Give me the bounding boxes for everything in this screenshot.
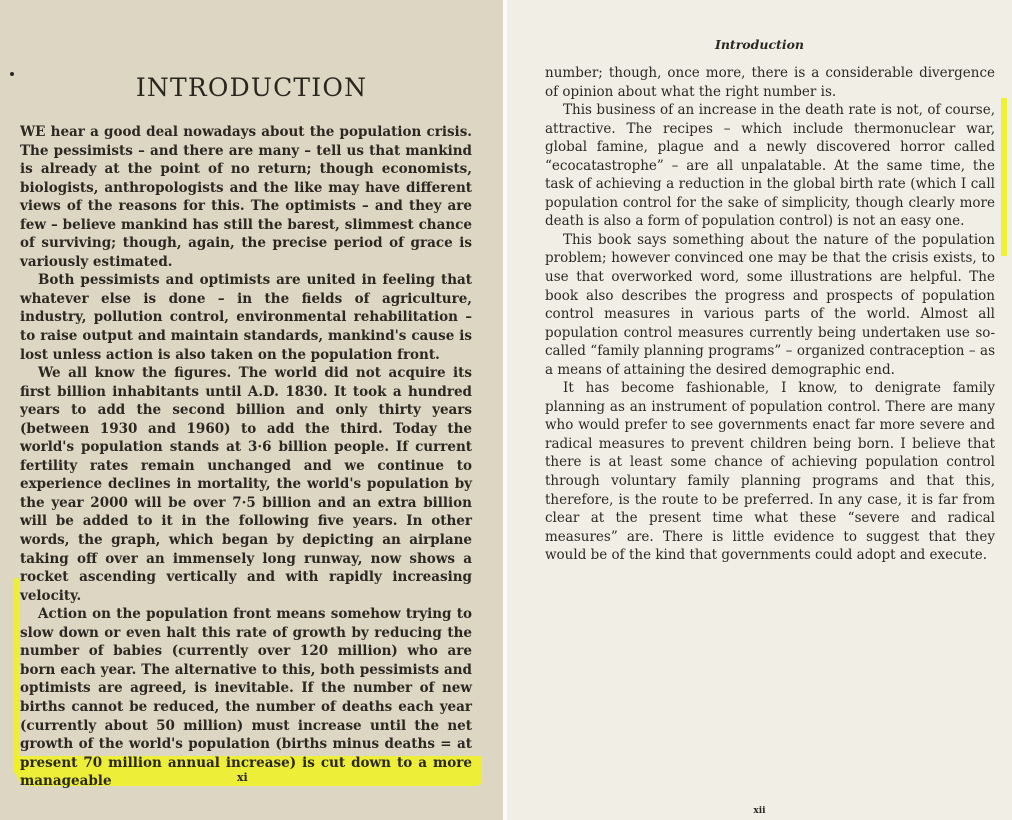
running-head: Introduction — [714, 37, 805, 52]
paragraph: number; though, once more, there is a considerable divergence of opinion about what the right number is. — [545, 65, 995, 100]
right-page — [507, 0, 1012, 820]
paragraph: This book says something about the nature of the population problem; however convinced one may be that the crisis exists, to use that overworked word, some illustrations are helpful. The book also describes the progress and prospects of population control measures in various parts of the world. Almost all population control measures currently being undertaken use so-called “family planning programs” – organized contraception – as a means of attaining the desired demographic end. — [545, 231, 995, 378]
paragraph: Both pessimists and optimists are united in feeling that whatever else is done – in the fields of agriculture, industry, pollution control, environmental rehabilitation – to raise output and maintain standards, mankind's cause is lost unless action is also taken on the population front. — [20, 272, 472, 363]
paragraph: Action on the population front means somehow trying to slow down or even halt this rate of growth by reducing the number of babies (currently over 120 million) who are born each year. The alternative to this, both pessimists and optimists are agreed, is inevitable. If the number of new births cannot be reduced, the number of deaths each year (currently about 50 million) must increase until the net growth of the world's population (births minus deaths = at present 70 million annual increase) is cut down to a more manageable — [20, 606, 472, 790]
page-number: xi — [237, 771, 248, 784]
chapter-title: INTRODUCTION — [135, 72, 368, 102]
left-page — [0, 0, 503, 820]
paragraph: WE hear a good deal nowadays about the population crisis. The pessimists – and there are many – tell us that mankind is already at the point of no return; though economists, biologists, anthropologists and the like may have different views of the reasons for this. The optimists – and they are few – believe mankind has still the barest, slimmest chance of surviving; though, again, the precise period of grace is variously estimated. — [20, 124, 472, 270]
paragraph: It has become fashionable, I know, to denigrate family planning as an instrument of population control. There are many who would prefer to see governments enact far more severe and radical measures to prevent children being born. I believe that there is at least some chance of achieving population control through voluntary family planning programs and that this, therefore, is the route to be preferred. In any case, it is far from clear at the present time what these “severe and radical measures” are. There is little evidence to suggest that they would be of the kind that governments could adopt and execute. — [545, 380, 995, 564]
right-text-column — [545, 64, 995, 565]
paragraph: We all know the figures. The world did not acquire its first billion inhabitants until A.D. 1830. It took a hundred years to add the second billion and only thirty years (between 1930 and 1960) to add the third. Today the world's population stands at 3·6 billion people. If current fertility rates remain unchanged and we continue to experience declines in mortality, the world's population by the year 2000 will be over 7·5 billion and an extra billion will be added to it in the following five years. In other words, the graph, which began by depicting an airplane taking off over an immensely long runway, now shows a rocket ascending vertically and with rapidly increasing velocity. — [20, 365, 472, 604]
paragraph: This business of an increase in the death rate is not, of course, attractive. The recipes – which include thermonuclear war, global famine, plague and a newly discovered horror called “ecocatastrophe” – are all unpalatable. At the same time, the task of achieving a reduction in the global birth rate (which I call population control for the sake of simplicity, though clearly more death is also a form of population control) is not an easy one. — [545, 102, 995, 230]
page-number: xii — [753, 806, 766, 816]
highlight-mark — [1001, 98, 1007, 256]
left-text-column — [20, 123, 472, 791]
